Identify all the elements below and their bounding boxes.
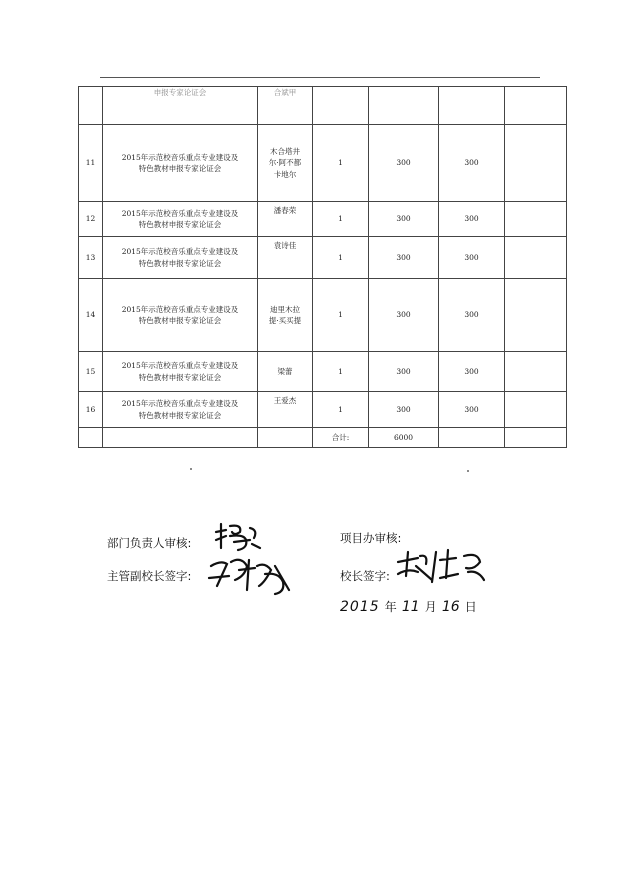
header-cell (505, 87, 567, 125)
meeting-line: 2015年示范校音乐重点专业建设及 (121, 399, 239, 409)
header-cell (439, 87, 505, 125)
meeting-line: 2015年示范校音乐重点专业建设及 (121, 247, 239, 257)
row-index: 16 (79, 392, 103, 428)
meeting-line: 2015年示范校音乐重点专业建设及 (121, 361, 239, 371)
row-blank (505, 202, 567, 237)
vice-principal-label: 主管副校长签字: (107, 569, 192, 583)
row-qty: 1 (313, 352, 369, 392)
row-qty: 1 (313, 237, 369, 279)
row-blank (505, 237, 567, 279)
row-qty: 1 (313, 279, 369, 352)
row-blank (505, 392, 567, 428)
total-blank (79, 428, 103, 448)
total-label: 合计: (313, 428, 369, 448)
date-month-suffix: 月 (424, 600, 437, 614)
row-index: 13 (79, 237, 103, 279)
row-amount: 300 (439, 202, 505, 237)
dept-head-label: 部门负责人审核: (107, 536, 192, 550)
person-line: 卡地尔 (273, 169, 297, 179)
meeting-line: 特色教材申报专家论证会 (138, 410, 222, 420)
dept-head-signature (212, 518, 264, 554)
header-index-cell (79, 87, 103, 125)
row-price: 300 (369, 352, 439, 392)
row-price: 300 (369, 237, 439, 279)
meeting-line: 2015年示范校音乐重点专业建设及 (121, 208, 239, 218)
person-line: 王爱杰 (273, 396, 297, 405)
header-cell (369, 87, 439, 125)
meeting-line: 特色教材申报专家论证会 (138, 316, 222, 325)
row-price: 300 (369, 202, 439, 237)
meeting-line: 特色教材申报专家论证会 (138, 258, 222, 268)
total-blank (505, 428, 567, 448)
vice-principal-signature (205, 552, 295, 598)
row-index: 15 (79, 352, 103, 392)
total-value: 6000 (369, 428, 439, 448)
date-day-suffix: 日 (464, 600, 477, 614)
person-line: 木合塔井 (270, 147, 300, 157)
table-row (79, 352, 567, 392)
header-meeting-cell: 申报专家论证会 (103, 87, 258, 125)
date-year: 2015 (340, 599, 380, 615)
row-person (258, 125, 313, 202)
row-person (258, 202, 313, 237)
principal-label: 校长签字: (340, 569, 390, 583)
row-meeting (103, 352, 258, 392)
scan-speck (190, 468, 192, 470)
expense-table (78, 86, 567, 448)
person-line: 潘春荣 (273, 206, 297, 215)
row-blank (505, 125, 567, 202)
table-row (79, 237, 567, 279)
header-cell (313, 87, 369, 125)
row-index: 12 (79, 202, 103, 237)
person-line: 梁蕾 (277, 366, 293, 376)
person-line: 提·买买提 (268, 316, 302, 325)
row-person (258, 237, 313, 279)
row-meeting (103, 202, 258, 237)
row-amount: 300 (439, 352, 505, 392)
row-person (258, 352, 313, 392)
row-meeting (103, 125, 258, 202)
principal-signature (392, 546, 488, 586)
signature-date (340, 596, 477, 615)
top-rule (100, 77, 540, 78)
meeting-line: 特色教材申报专家论证会 (138, 164, 222, 173)
meeting-line: 特色教材申报专家论证会 (138, 372, 222, 382)
table-row (79, 279, 567, 352)
total-blank (258, 428, 313, 448)
project-office-label: 项目办审核: (340, 531, 402, 545)
row-qty: 1 (313, 392, 369, 428)
date-year-suffix: 年 (384, 600, 397, 614)
row-index: 14 (79, 279, 103, 352)
row-price: 300 (369, 392, 439, 428)
row-price: 300 (369, 279, 439, 352)
date-day: 16 (441, 599, 460, 615)
row-amount: 300 (439, 125, 505, 202)
total-blank (439, 428, 505, 448)
row-price: 300 (369, 125, 439, 202)
row-qty: 1 (313, 125, 369, 202)
table-row (79, 202, 567, 237)
row-meeting (103, 392, 258, 428)
scan-speck (467, 470, 469, 472)
row-index: 11 (79, 125, 103, 202)
date-month: 11 (401, 599, 420, 615)
row-person (258, 392, 313, 428)
total-blank (103, 428, 258, 448)
meeting-line: 特色教材申报专家论证会 (138, 220, 222, 229)
table-row (79, 125, 567, 202)
meeting-line: 2015年示范校音乐重点专业建设及 (121, 304, 239, 314)
meeting-line: 2015年示范校音乐重点专业建设及 (121, 152, 239, 162)
table-row (79, 392, 567, 428)
row-qty: 1 (313, 202, 369, 237)
table-row-header-fragment (79, 87, 567, 125)
table-row-total (79, 428, 567, 448)
person-line: 迪里木拉 (270, 304, 300, 314)
row-person (258, 279, 313, 352)
person-line: 尔·阿不都 (268, 158, 302, 168)
person-line: 袁诗佳 (273, 241, 297, 250)
row-amount: 300 (439, 279, 505, 352)
row-amount: 300 (439, 392, 505, 428)
row-blank (505, 279, 567, 352)
row-blank (505, 352, 567, 392)
row-amount: 300 (439, 237, 505, 279)
row-meeting (103, 279, 258, 352)
header-person-cell: 合斌甲 (258, 87, 313, 125)
row-meeting (103, 237, 258, 279)
